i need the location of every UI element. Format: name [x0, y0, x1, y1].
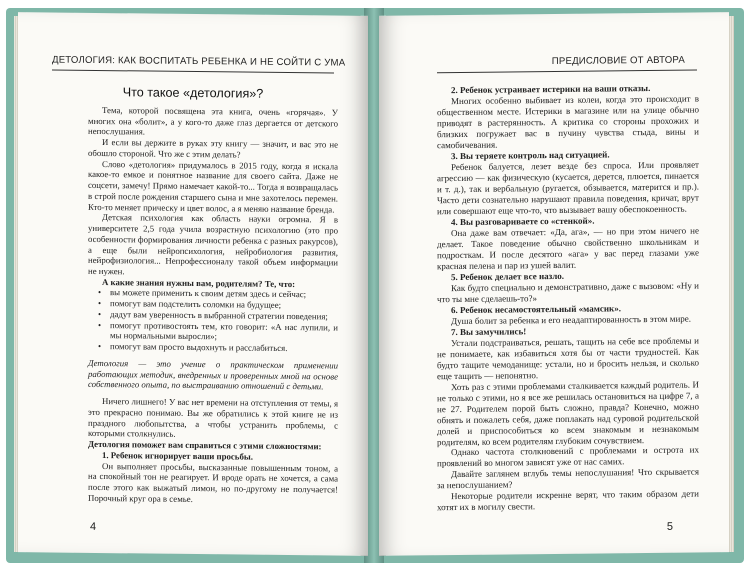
header-rule-right [437, 70, 697, 74]
list-item: • помогут вам просто выдохнуть и расслабиться. [110, 341, 338, 354]
paragraph: Душа болит за ребенка и его неадаптированность в этом мире. [451, 313, 691, 326]
page-number-left: 4 [90, 520, 97, 533]
paragraph: Она даже вам отвечает: «Да, ага», — но при этом ничего не делает. Такое поведение обычно свойственно школьникам и подросткам. И после десятого «ага» у вас перед глазами уже красная пелена и пар из ушей валит. [437, 225, 699, 271]
page-number-right: 5 [666, 520, 673, 533]
header-rule-left [52, 70, 334, 74]
paragraph: Устали подстраиваться, решать, тащить на себе все проблемы и не понимаете, как избавиться хотя бы от части трудностей. Как будто тащите чемоданище: устали, но и бросить нельзя, и сколько еще тащить — непонятно. [437, 335, 699, 381]
paragraph: Ничего лишнего! У вас нет времени на отступления от темы, я это прекрасно понимаю. Вы же обратились к этой книге не из праздного любопытства, а чтобы устранить проблемы, с которыми столкнулись. [88, 396, 338, 440]
chapter-title: Что такое «детология»? [122, 85, 264, 101]
item-heading: 2. Ребенок устраивает истерики на ваши отказы. [451, 82, 651, 96]
item-heading: 1. Ребенок игнорирует ваши просьбы. [102, 449, 253, 462]
paragraph: Давайте заглянем вглубь темы непослушания! Что скрывается за непослушанием? [437, 466, 699, 491]
help-heading: Детология поможет вам справиться с этими сложностями: [88, 438, 322, 452]
right-page [379, 12, 729, 556]
paragraph: Как будто специально и демонстративно, даже с вызовом: «Ну и что ты мне сделаешь-то?» [437, 280, 699, 304]
item-heading: 4. Вы разговариваете со «стенкой». [451, 215, 595, 227]
paragraph: Он выполняет просьбы, высказанные повышенным тоном, а на спокойный тон не реагирует. И вроде орать не хочется, а сама после этого как выжатый лимон, но по-другому не получается! Порочный круг ора в семье. [88, 460, 338, 504]
paragraph: Тема, которой посвящена эта книга, очень «горячая». У многих она «болит», а у кого-то даже глаз дергается от детского непослушания. [88, 105, 338, 137]
paragraph: Некоторые родители искренне верят, что таким образом дети хотят их в могилу свести. [437, 488, 699, 513]
paragraph: Слово «детология» придумалось в 2015 году, когда я искала какое-то емкое и понятное название для своего сайта. Даже не соцсети, замечу! Прямо намечает какой-то... Тогда я возвращалась в строй после рождения старшего сына и мне захотелось перемен. Кто-то меняет прическу и цвет волос, а я меняю название бренда. [88, 158, 338, 215]
paragraph: Детская психология как область науки огромна. Я в университете 2,5 года учила возрастную психологию (это про особенности формирования личности ребенка с разных ракурсов), а еще были нейропсихология, нейробиология развития, нейрофизиология... Непрофессионалу такой объем информации не нужен. [88, 212, 338, 277]
left-page [18, 12, 368, 556]
list-item: • дадут вам уверенность в выбранной стратегии поведения; [110, 309, 338, 322]
item-heading: 3. Вы теряете контроль над ситуацией. [451, 149, 610, 161]
list-item: • помогут противостоять тем, кто говорит: «А нас лупили, и мы нормальными выросли»; [110, 320, 338, 344]
knowledge-heading: А какие знания нужны вам, родителям? Те, что: [102, 276, 296, 289]
left-text-column [88, 105, 338, 506]
running-head-right: ПРЕДИСЛОВИЕ ОТ АВТОРА [551, 54, 685, 68]
paragraph: Хоть раз с этими проблемами сталкивается каждый родитель. И не только с этими, но я все же решилась остановиться на цифре 7, а не 27. Родителем порой быть сложно, правда? Конечно, можно обнять и пожалеть себя, даже поплакать над суровой родительской долей и приспособиться ко всем знакомым и незнакомым родителям, ко всем родителям глубоким сочувствием. [437, 379, 699, 447]
right-text-column [437, 82, 699, 513]
item-heading: 6. Ребенок несамостоятельный «мамсик». [451, 302, 621, 315]
list-item: • вы можете применить к своим детям здесь и сейчас; [110, 288, 338, 301]
running-head-left: ДЕТОЛОГИЯ: КАК ВОСПИТАТЬ РЕБЕНКА И НЕ СОЙТИ С УМА [52, 54, 346, 69]
item-heading: 7. Вы замучились! [451, 325, 527, 337]
needs-list [88, 287, 338, 354]
paragraph: Однако частота столкновений с проблемами и острота их проявлений во многом зависят уже от нас самих. [437, 444, 699, 469]
definition-block: Детология — это учение о практическом применении работающих методик, внедренных и проверенных мной на основе собственного опыта, по выстраиванию отношений с детьми. [88, 357, 338, 392]
paragraph: И если вы держите в руках эту книгу — значит, и вас это не обошло стороной. Что же с этим делать? [88, 137, 338, 160]
item-heading: 5. Ребенок делает все назло. [451, 270, 565, 282]
list-item: • помогут вам подстелить соломки на будущее; [110, 298, 338, 311]
paragraph: Ребенок балуется, лезет везде без спроса. Или проявляет агрессию — как физическую (кусается, дерется, плюется, пинается и т. д.), так и вербальную (ругается, обзывается, матерится и пр.). Часто дети сознательно нарушают правила поведения, кричат, врут или совершают еще что-то, что вызывает вашу обеспокоенность. [437, 159, 699, 217]
paragraph: Многих особенно выбивает из колеи, когда это происходит в общественном месте. Истерики в магазине или на улице обычно приводят в растерянность. А критика со стороны прохожих и близких погружает вас в пучину чувства стыда, вины и самобичевания. [437, 93, 699, 151]
